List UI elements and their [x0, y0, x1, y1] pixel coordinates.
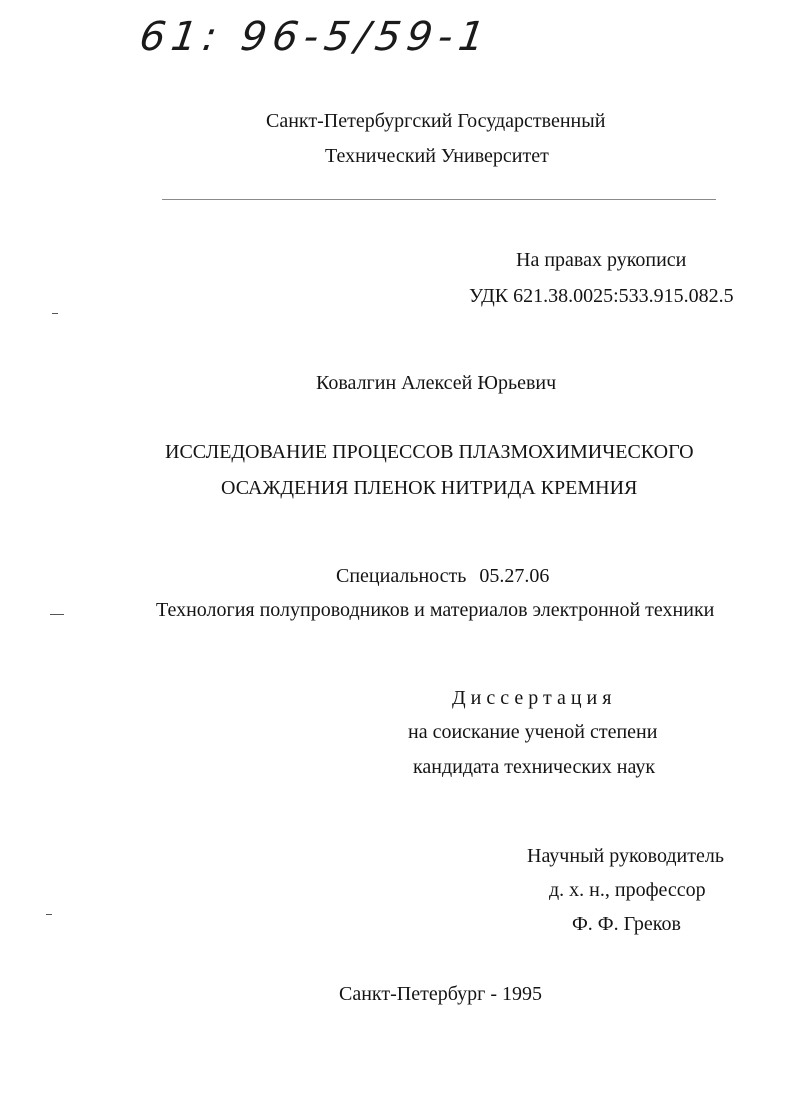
specialty-name: Технология полупроводников и материалов электронной техники	[156, 599, 715, 621]
supervisor-role: Научный руководитель	[527, 845, 724, 867]
scan-mark	[52, 313, 58, 314]
dissertation-line-1: на соискание ученой степени	[408, 721, 658, 743]
rights-notice: На правах рукописи	[516, 249, 687, 271]
place-year: Санкт-Петербург - 1995	[339, 983, 542, 1005]
university-line-2: Технический Университет	[325, 145, 549, 167]
title-line-2: ОСАЖДЕНИЯ ПЛЕНОК НИТРИДА КРЕМНИЯ	[221, 477, 638, 499]
scan-mark	[50, 614, 64, 615]
specialty-label: Специальность	[336, 565, 467, 587]
dissertation-heading: Диссертация	[452, 687, 617, 709]
specialty-code: 05.27.06	[479, 565, 550, 587]
udc-code: УДК 621.38.0025:533.915.082.5	[469, 285, 734, 307]
scan-mark	[46, 914, 52, 915]
archive-mark: 61: 96-5/59-1	[136, 14, 494, 60]
university-line-1: Санкт-Петербургский Государственный	[266, 110, 606, 132]
supervisor-degree: д. х. н., профессор	[549, 879, 706, 901]
supervisor-name: Ф. Ф. Греков	[572, 913, 681, 935]
author-name: Ковалгин Алексей Юрьевич	[316, 372, 557, 394]
header-divider	[162, 199, 716, 200]
specialty-line	[336, 566, 549, 586]
dissertation-line-2: кандидата технических наук	[413, 756, 656, 778]
title-line-1: ИССЛЕДОВАНИЕ ПРОЦЕССОВ ПЛАЗМОХИМИЧЕСКОГО	[165, 441, 694, 463]
